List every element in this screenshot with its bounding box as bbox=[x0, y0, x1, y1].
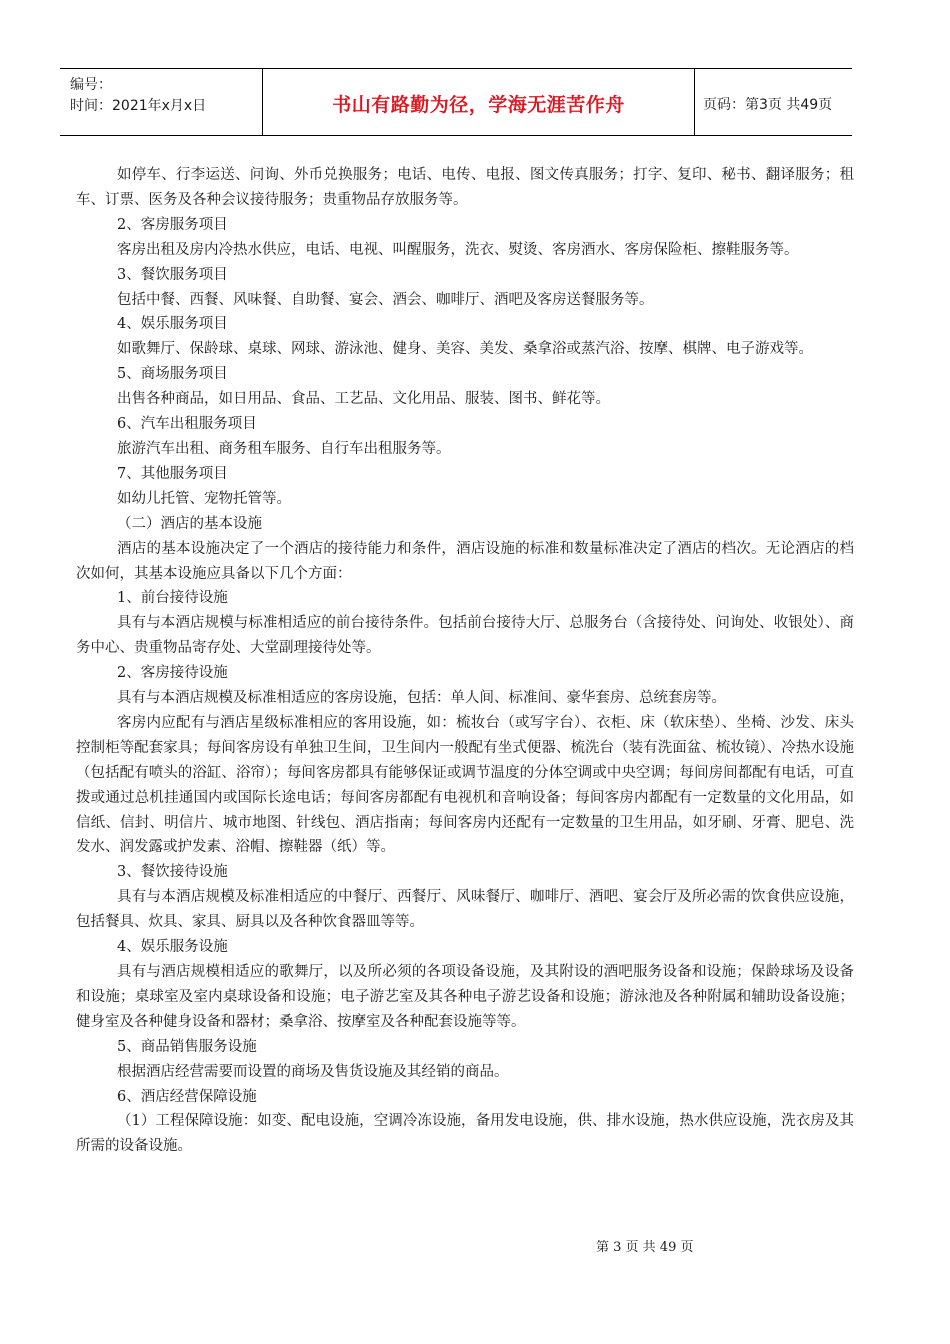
document-header bbox=[60, 68, 852, 136]
body-paragraph: 旅游汽车出租、商务租车服务、自行车出租服务等。 bbox=[117, 440, 451, 457]
body-paragraph: 6、酒店经营保障设施 bbox=[117, 1088, 257, 1105]
body-paragraph: 客房内应配有与酒店星级标准相应的客用设施，如：梳妆台（或写字台）、衣柜、床（软床垫）、坐椅、沙发、床头控制柜等配套家具；每间客房设有单独卫生间，卫生间内一般配有坐式便器、梳洗台（装有洗面盆、梳妆镜）、冷热水设施（包括配有喷头的浴缸、浴帘）；每间客房都具有能够保证或调节温度的分体空调或中央空调；每间房间都配有电话，可直拨或通过总机挂通国内或国际长途电话；每间客房都配有电视机和音响设备；每间客房内都配有一定数量的文化用品，如信纸、信封、明信片、城市地图、针线包、酒店指南；每间客房内还配有一定数量的卫生用品，如牙刷、牙膏、肥皂、洗发水、润发露或护发素、浴帽、擦鞋器（纸）等。 bbox=[76, 714, 854, 856]
document-body bbox=[76, 163, 854, 1159]
document-date-label: 时间：2021年x月x日 bbox=[70, 98, 207, 114]
body-paragraph: 1、前台接待设施 bbox=[117, 590, 228, 607]
body-paragraph: 6、汽车出租服务项目 bbox=[117, 416, 257, 433]
body-paragraph: 2、客房服务项目 bbox=[117, 216, 228, 233]
body-paragraph: 2、客房接待设施 bbox=[117, 665, 228, 682]
body-paragraph: 4、娱乐服务设施 bbox=[117, 939, 228, 956]
body-paragraph: 3、餐饮接待设施 bbox=[117, 864, 228, 881]
header-motto: 书山有路勤为径，学海无涯苦作舟 bbox=[332, 94, 625, 116]
body-paragraph: 客房出租及房内冷热水供应，电话、电视、叫醒服务，洗衣、熨烫、客房酒水、客房保险柜、擦鞋服务等。 bbox=[117, 241, 799, 258]
body-paragraph: （1）工程保障设施：如变、配电设施，空调冷冻设施，备用发电设施，供、排水设施，热水供应设施，洗衣房及其所需的设备设施。 bbox=[76, 1113, 854, 1155]
body-paragraph: 具有与酒店规模相适应的歌舞厅，以及所必须的各项设备设施，及其附设的酒吧服务设备和设施；保龄球场及设备和设施；桌球室及室内桌球设备和设施；电子游艺室及其各种电子游艺设备和设施；游泳池及各种附属和辅助设备设施；健身室及各种健身设备和器材；桑拿浴、按摩室及各种配套设施等等。 bbox=[76, 964, 854, 1030]
body-paragraph: 3、餐饮服务项目 bbox=[117, 266, 228, 283]
header-page-cell bbox=[695, 69, 852, 135]
document-id-label: 编号： bbox=[70, 77, 112, 93]
header-meta-cell bbox=[60, 69, 262, 135]
body-paragraph: 具有与本酒店规模及标准相适应的客房设施，包括：单人间、标准间、豪华套房、总统套房等。 bbox=[117, 690, 726, 707]
body-paragraph: 7、其他服务项目 bbox=[117, 465, 228, 482]
body-paragraph: 5、商场服务项目 bbox=[117, 366, 228, 383]
header-page-number: 页码：第3页 共49页 bbox=[703, 97, 833, 113]
body-paragraph: 如停车、行李运送、问询、外币兑换服务；电话、电传、电报、图文传真服务；打字、复印、秘书、翻译服务；租车、订票、医务及各种会议接待服务；贵重物品存放服务等。 bbox=[76, 167, 854, 208]
body-paragraph: 5、商品销售服务设施 bbox=[117, 1038, 257, 1055]
body-paragraph: 酒店的基本设施决定了一个酒店的接待能力和条件，酒店设施的标准和数量标准决定了酒店的档次。无论酒店的档次如何，其基本设施应具备以下几个方面： bbox=[76, 540, 854, 582]
body-paragraph: 包括中餐、西餐、风味餐、自助餐、宴会、酒会、咖啡厅、酒吧及客房送餐服务等。 bbox=[117, 291, 654, 308]
body-paragraph: 根据酒店经营需要而设置的商场及售货设施及其经销的商品。 bbox=[117, 1063, 509, 1080]
body-paragraph: 如幼儿托管、宠物托管等。 bbox=[117, 490, 291, 507]
header-motto-cell bbox=[262, 69, 695, 135]
body-paragraph: 出售各种商品，如日用品、食品、工艺品、文化用品、服装、图书、鲜花等。 bbox=[117, 391, 610, 408]
body-paragraph: 具有与本酒店规模与标准相适应的前台接待条件。包括前台接待大厅、总服务台（含接待处、问询处、收银处）、商务中心、贵重物品寄存处、大堂副理接待处等。 bbox=[76, 615, 854, 657]
body-paragraph: 具有与本酒店规模及标准相适应的中餐厅、西餐厅、风味餐厅、咖啡厅、酒吧、宴会厅及所必需的饮食供应设施，包括餐具、炊具、家具、厨具以及各种饮食器皿等等。 bbox=[76, 889, 854, 931]
footer-page-number: 第 3 页 共 49 页 bbox=[596, 1240, 694, 1255]
body-paragraph: 如歌舞厅、保龄球、桌球、网球、游泳池、健身、美容、美发、桑拿浴或蒸汽浴、按摩、棋牌、电子游戏等。 bbox=[117, 341, 813, 358]
body-paragraph: （二）酒店的基本设施 bbox=[117, 515, 262, 532]
body-paragraph: 4、娱乐服务项目 bbox=[117, 316, 228, 333]
